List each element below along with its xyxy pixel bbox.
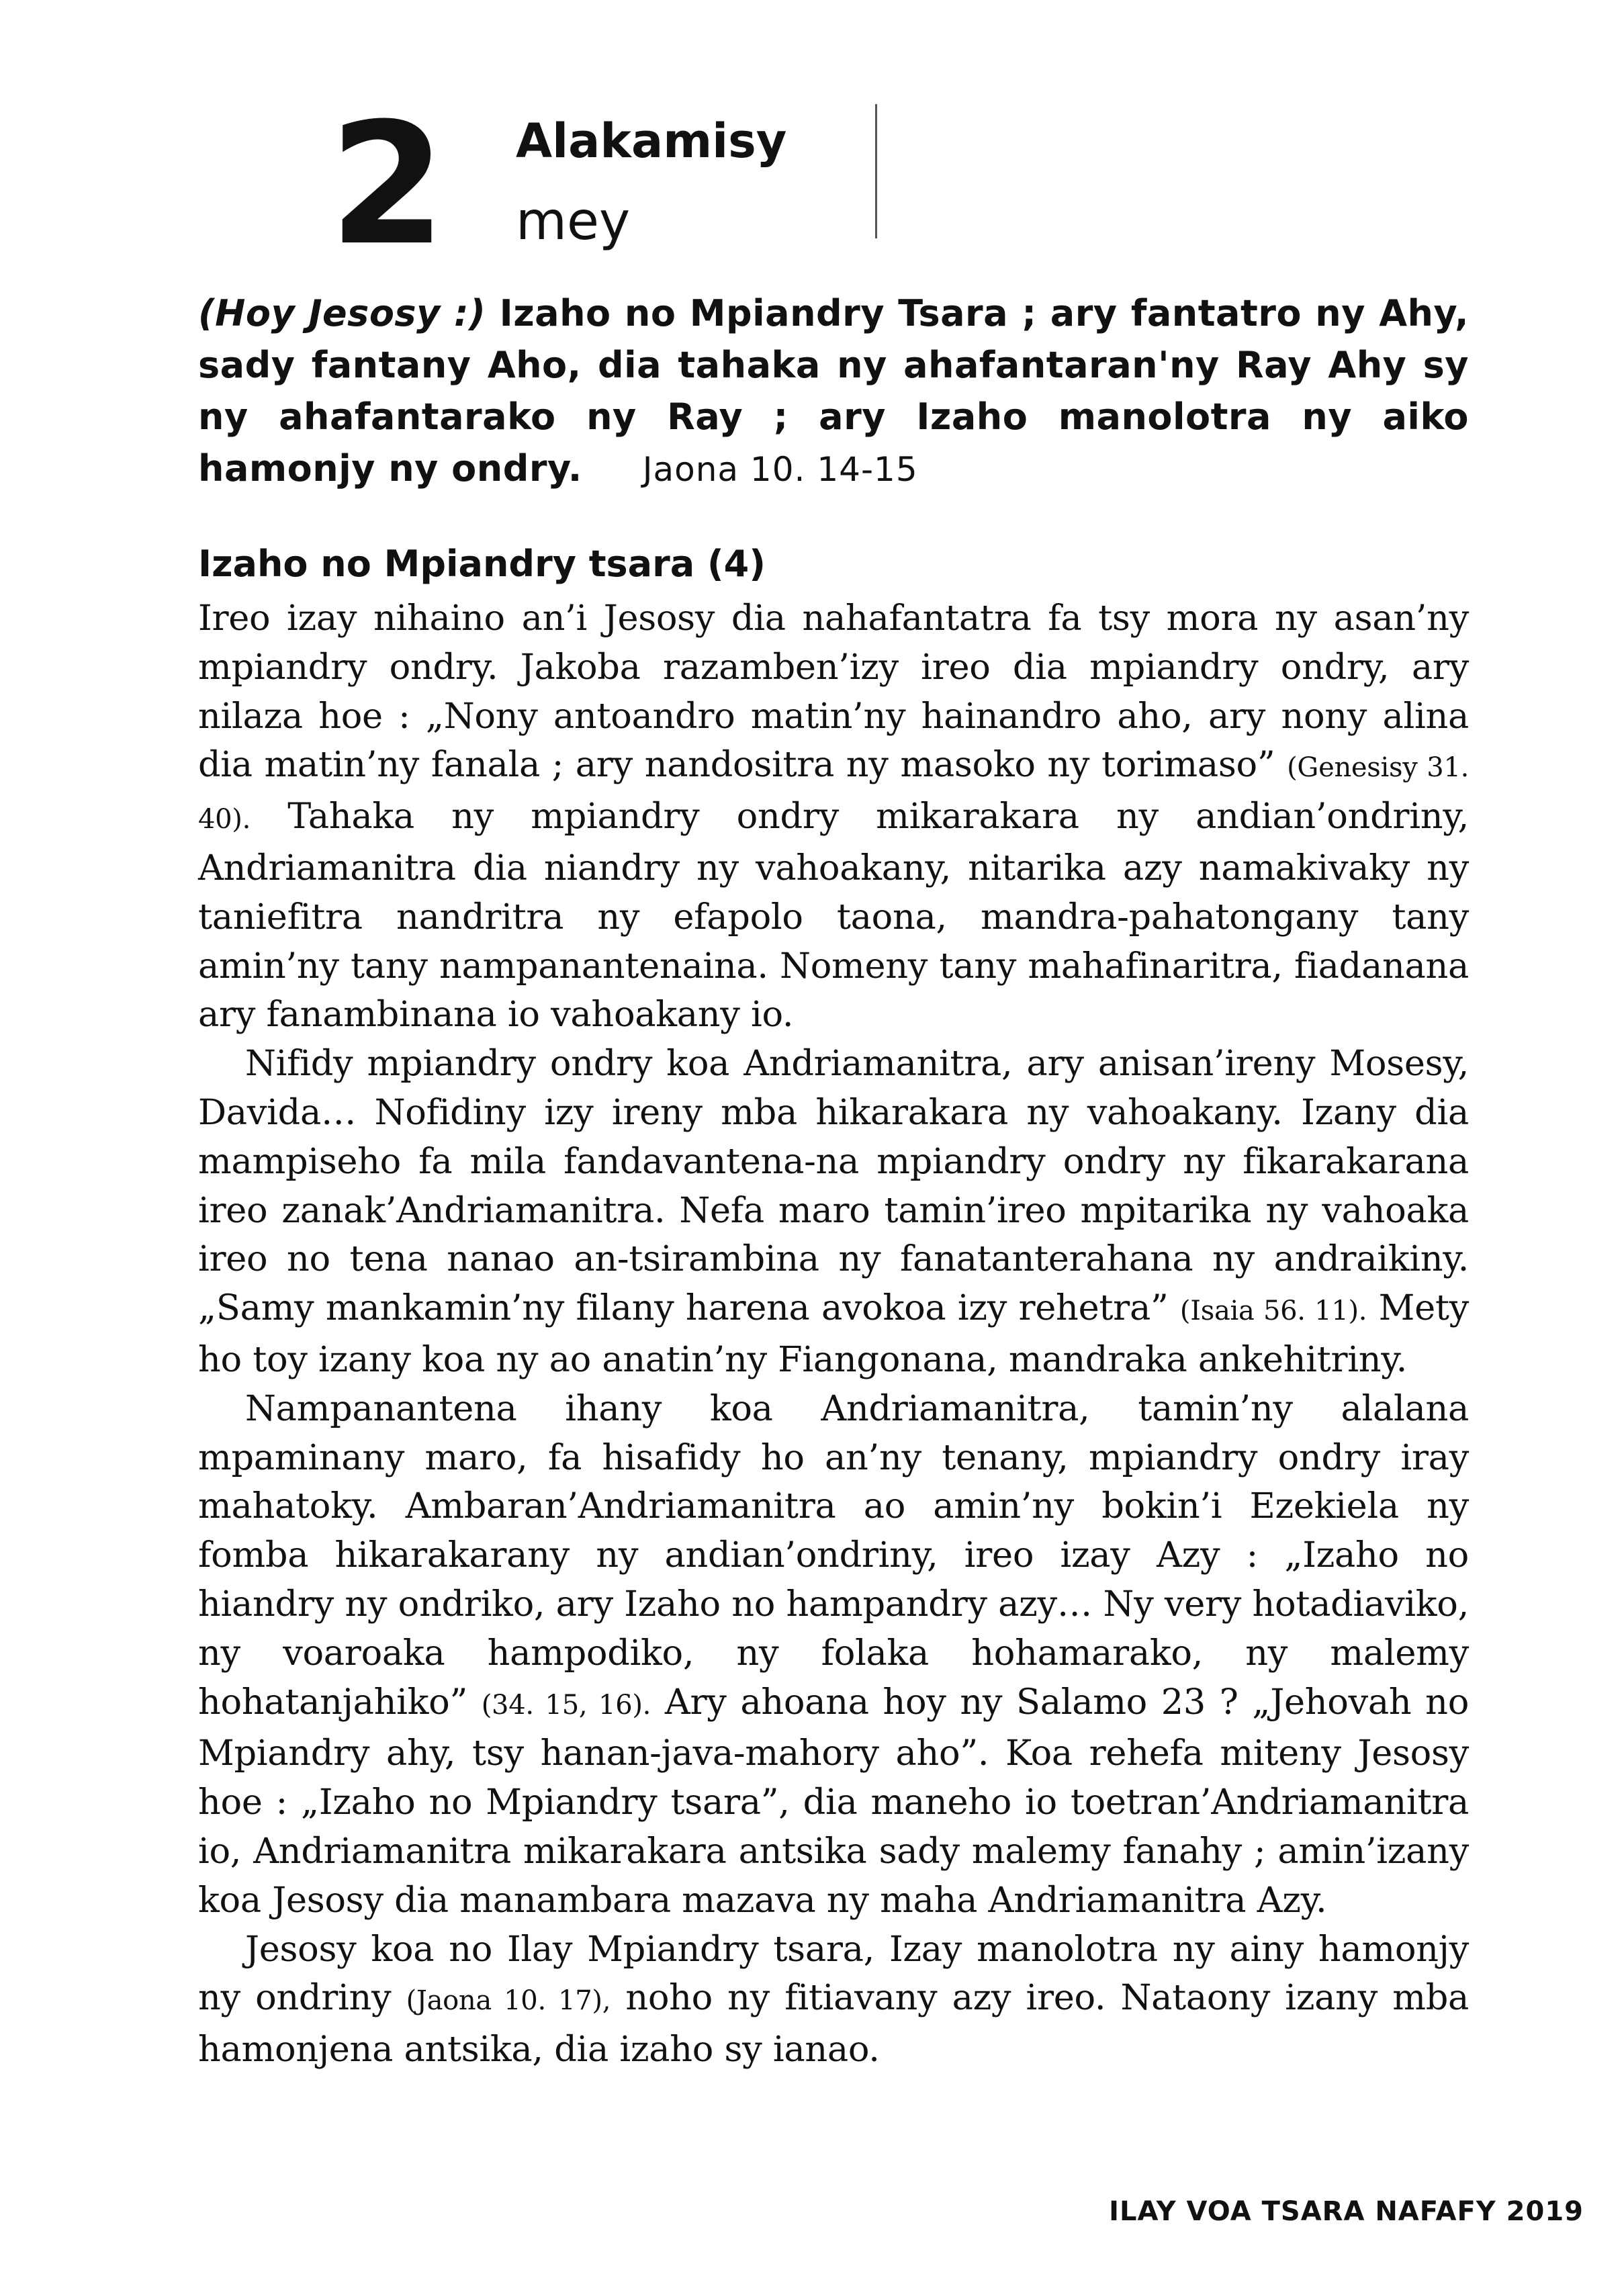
paragraph-text: noho ny fitiavany azy ireo. Nataony izany mba hamonjena antsika, dia izaho sy ianao.	[198, 1977, 1470, 2071]
section-title: Izaho no Mpiandry tsara (4)	[198, 543, 766, 585]
paragraph-text: Jesosy koa no Ilay Mpiandry tsara, Izay manolotra ny ainy hamonjy ny ondriny	[198, 1928, 1469, 2019]
body-text	[198, 594, 1469, 2075]
footer-publication: ILAY VOA TSARA NAFAFY 2019	[1109, 2196, 1584, 2227]
month-label: mey	[516, 191, 631, 252]
paragraph-text: Tahaka ny mpiandry ondry mikarakara ny andian’ondriny, Andriamanitra dia niandry ny vahoakany, nitarika azy namakivaky ny taniefitra nandritra ny efapolo taona, mandra-pahatongany tany amin’ny tany nampanantenaina. Nomeny tany mahafinaritra, fiadanana ary fanambinana io vahoakany io.	[198, 796, 1469, 1036]
citation: (Jaona 10. 17),	[406, 1985, 611, 2017]
verse-reference: Jaona 10. 14-15	[642, 450, 918, 489]
citation: (Genesisy 31. 40).	[198, 752, 1470, 835]
verse-text: Izaho no Mpiandry Tsara ; ary fantatro ny Ahy, sady fantany Aho, dia tahaka ny ahafantaran'ny Ray Ahy sy ny ahafantarako ny Ray ; ary Izaho manolotra ny aiko hamonjy ny ondry.	[198, 292, 1469, 490]
citation: (34. 15, 16).	[481, 1689, 651, 1721]
citation: (Isaia 56. 11).	[1179, 1295, 1367, 1327]
weekday-label: Alakamisy	[516, 113, 787, 169]
paragraph	[198, 594, 1469, 1040]
verse-block	[198, 287, 1469, 496]
verse-speaker: (Hoy Jesosy :)	[198, 292, 486, 334]
paragraph	[198, 1925, 1469, 2075]
paragraph-text: Mety ho toy izany koa ny ao anatin’ny Fiangonana, mandraka ankehitriny.	[198, 1287, 1470, 1380]
date-divider	[875, 104, 877, 238]
paragraph-text: Ireo izay nihaino an’i Jesosy dia nahafantatra fa tsy mora ny asan’ny mpiandry ondry. Jakoba razamben’izy ireo dia mpiandry ondry, ary nilaza hoe : „Nony antoandro matin’ny hainandro aho, ary nony alina dia matin’ny fanala ; ary nandositra ny masoko ny torimaso”	[198, 598, 1469, 786]
date-number: 2	[329, 87, 443, 282]
paragraph	[198, 1385, 1469, 1925]
paragraph-text: Ary ahoana hoy ny Salamo 23 ? „Jehovah no Mpiandry ahy, tsy hanan-java-mahory aho”. Koa rehefa miteny Jesosy hoe : „Izaho no Mpiandry tsara”, dia maneho io toetran’Andriamanitra io, Andriamanitra mikarakara antsika sady malemy fanahy ; amin’izany koa Jesosy dia manambara mazava ny maha Andriamanitra Azy.	[198, 1681, 1469, 1921]
paragraph-text: Nifidy mpiandry ondry koa Andriamanitra, ary anisan’ireny Mosesy, Davida… Nofidiny izy ireny mba hikarakara ny vahoakany. Izany dia mampiseho fa mila fandavantena-na mpiandry ondry ny fikarakarana ireo zanak’Andriamanitra. Nefa maro tamin’ireo mpitarika ny vahoaka ireo no tena nanao an-tsirambina ny fanatanterahana ny andraikiny. „Samy mankamin’ny filany harena avokoa izy rehetra”	[198, 1043, 1469, 1329]
paragraph	[198, 1040, 1469, 1385]
paragraph-text: Nampanantena ihany koa Andriamanitra, tamin’ny alalana mpaminany maro, fa hisafidy ho an’ny tenany, mpiandry ondry iray mahatoky. Ambaran’Andriamanitra ao amin’ny bokin’i Ezekiela ny fomba hikarakarany ny andian’ondriny, ireo izay Azy : „Izaho no hiandry ny ondriko, ary Izaho no hampandry azy… Ny very hotadiaviko, ny voaroaka hampodiko, ny folaka hohamarako, ny malemy hohatanjahiko”	[198, 1388, 1469, 1723]
